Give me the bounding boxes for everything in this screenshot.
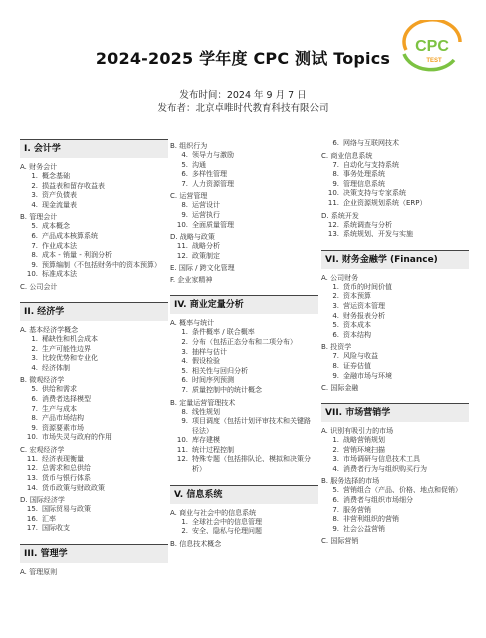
topic-item bbox=[20, 191, 168, 201]
topic-label: 全面质量管理 bbox=[192, 220, 234, 229]
topic-item bbox=[321, 189, 469, 199]
topic-label: 货币政策与财政政策 bbox=[42, 483, 105, 492]
topic-number: 8. bbox=[181, 201, 188, 210]
topic-label: 假设检验 bbox=[192, 357, 220, 366]
topic-item bbox=[170, 201, 318, 211]
topic-number: 7. bbox=[332, 160, 339, 169]
topic-number: 6. bbox=[332, 139, 339, 147]
topic-label: 资本预算 bbox=[343, 292, 371, 301]
topic-number: 1. bbox=[332, 282, 339, 291]
topic-label: 作业成本法 bbox=[42, 241, 77, 250]
topic-item bbox=[321, 515, 469, 525]
topic-group: A. 财务会计 bbox=[20, 163, 58, 171]
column-left bbox=[20, 139, 168, 577]
topic-number: 14. bbox=[26, 483, 38, 492]
topic-item bbox=[20, 345, 168, 355]
topic-label: 生产可能性边界 bbox=[42, 344, 91, 353]
topic-number: 9. bbox=[332, 524, 339, 533]
topic-label: 条件概率 / 联合概率 bbox=[192, 328, 255, 337]
section-spacer bbox=[20, 292, 168, 302]
topic-number: 11. bbox=[327, 198, 339, 207]
topic-number: 9. bbox=[181, 417, 188, 426]
topic-number: 2. bbox=[181, 527, 188, 536]
topic-label: 供给和需求 bbox=[42, 385, 77, 394]
logo-subtext: TEST bbox=[426, 58, 442, 64]
topic-label: 运营执行 bbox=[192, 210, 220, 219]
topic-number: 4. bbox=[31, 200, 38, 209]
topic-label: 国际贸易与政策 bbox=[42, 505, 91, 514]
topic-group: A. 概率与统计 bbox=[170, 319, 215, 328]
topic-group: A. 基本经济学概念 bbox=[20, 325, 79, 334]
topic-label: 风险与收益 bbox=[343, 352, 378, 361]
topic-item bbox=[20, 395, 168, 405]
topic-item bbox=[170, 252, 318, 262]
topic-item bbox=[321, 455, 469, 465]
topic-group: B. 服务选择的市场 bbox=[321, 477, 380, 486]
topic-number: 13. bbox=[327, 230, 339, 239]
cpc-test-logo bbox=[398, 20, 466, 72]
topic-item bbox=[321, 525, 469, 535]
topic-number: 3. bbox=[31, 191, 38, 200]
topic-item bbox=[170, 170, 318, 180]
topic-group: C. 宏观经济学 bbox=[20, 445, 65, 454]
topic-number: 10. bbox=[26, 433, 38, 442]
topic-item bbox=[170, 417, 318, 436]
topic-label: 营运资本管理 bbox=[343, 301, 385, 310]
topic-label: 全球社会中的信息管理 bbox=[192, 517, 262, 526]
topic-number: 8. bbox=[181, 407, 188, 416]
topic-number: 1. bbox=[31, 172, 38, 180]
topic-number: 17. bbox=[26, 524, 38, 533]
topic-number: 5. bbox=[181, 366, 188, 375]
topic-label: 比较优势和专业化 bbox=[42, 354, 98, 363]
topic-number: 2. bbox=[332, 292, 339, 301]
section-spacer bbox=[321, 240, 469, 250]
topic-item bbox=[170, 180, 318, 190]
topic-group: B. 管理会计 bbox=[20, 213, 58, 222]
topic-item bbox=[20, 424, 168, 434]
topic-item bbox=[170, 367, 318, 377]
topic-number: 9. bbox=[31, 423, 38, 432]
section-heading: V. 信息系统 bbox=[170, 485, 318, 504]
topic-group: C. 商业信息系统 bbox=[321, 151, 373, 160]
topic-number: 6. bbox=[332, 330, 339, 339]
topic-number: 5. bbox=[31, 222, 38, 231]
section-heading: III. 管理学 bbox=[20, 544, 168, 563]
topic-number: 6. bbox=[31, 231, 38, 240]
topic-number: 5. bbox=[332, 321, 339, 330]
topic-item bbox=[170, 348, 318, 358]
topic-label: 国际收支 bbox=[42, 524, 70, 533]
topic-item bbox=[321, 199, 469, 209]
topic-item bbox=[321, 506, 469, 516]
topic-number: 9. bbox=[31, 260, 38, 269]
topic-item bbox=[170, 357, 318, 367]
topic-label: 事务处理系统 bbox=[343, 170, 385, 179]
topic-item bbox=[20, 385, 168, 395]
topic-number: 4. bbox=[31, 363, 38, 372]
topic-group: D. 战略与政策 bbox=[170, 233, 215, 242]
topic-number: 11. bbox=[176, 445, 188, 454]
topic-label: 财务报表分析 bbox=[343, 311, 385, 320]
topic-number: 1. bbox=[31, 334, 38, 343]
topic-group: B. 信息技术概念 bbox=[170, 539, 222, 548]
topic-number: 5. bbox=[31, 385, 38, 394]
topic-label: 人力资源管理 bbox=[192, 179, 234, 188]
topic-label: 总需求和总供给 bbox=[42, 464, 91, 473]
topic-number: 10. bbox=[176, 436, 188, 445]
topic-number: 11. bbox=[26, 454, 38, 463]
topic-item bbox=[20, 515, 168, 525]
topic-label: 金融市场与环境 bbox=[343, 371, 392, 380]
topic-label: 项目调度（包括计划评审技术和关键路径法） bbox=[192, 417, 311, 435]
topic-label: 领导力与激励 bbox=[192, 151, 234, 159]
topic-number: 5. bbox=[332, 486, 339, 495]
topic-item bbox=[20, 464, 168, 474]
topic-number: 7. bbox=[332, 505, 339, 514]
topic-label: 产品成本核算系统 bbox=[42, 231, 98, 240]
topic-label: 标准成本法 bbox=[42, 270, 77, 279]
topic-item bbox=[20, 335, 168, 345]
topic-label: 非营利组织的营销 bbox=[343, 515, 399, 524]
topic-item bbox=[20, 172, 168, 182]
topic-label: 货币与银行体系 bbox=[42, 474, 91, 483]
topic-label: 多样性管理 bbox=[192, 170, 227, 179]
topic-item bbox=[321, 312, 469, 322]
topic-item bbox=[20, 270, 168, 280]
topic-label: 分布（包括正态分布和二项分布） bbox=[192, 337, 297, 346]
topic-item bbox=[321, 372, 469, 382]
topic-label: 概念基础 bbox=[42, 172, 70, 180]
publisher: 发布者：北京卓唯时代教育科技有限公司 bbox=[157, 103, 329, 114]
topic-number: 4. bbox=[332, 311, 339, 320]
topic-number: 2. bbox=[181, 337, 188, 346]
topic-item bbox=[20, 364, 168, 374]
topic-label: 生产与成本 bbox=[42, 404, 77, 413]
topic-label: 相关性与回归分析 bbox=[192, 366, 248, 375]
topic-item bbox=[170, 386, 318, 396]
topic-label: 市场调研与信息技术工具 bbox=[343, 455, 420, 464]
topic-item bbox=[20, 201, 168, 211]
topic-label: 决策支持与专家系统 bbox=[343, 189, 406, 198]
topic-number: 12. bbox=[26, 464, 38, 473]
topic-label: 现金流量表 bbox=[42, 200, 77, 209]
topic-label: 资本结构 bbox=[343, 330, 371, 339]
topic-number: 12. bbox=[176, 251, 188, 260]
topic-item bbox=[321, 496, 469, 506]
topic-item bbox=[321, 321, 469, 331]
topic-number: 11. bbox=[176, 242, 188, 251]
topic-number: 1. bbox=[181, 328, 188, 337]
topic-item bbox=[20, 484, 168, 494]
topic-number: 6. bbox=[181, 170, 188, 179]
topic-item bbox=[321, 170, 469, 180]
topic-label: 货币的时间价值 bbox=[343, 282, 392, 291]
topic-item bbox=[321, 446, 469, 456]
topic-group: C. 国际金融 bbox=[321, 384, 359, 393]
topic-number: 4. bbox=[181, 357, 188, 366]
topic-item bbox=[20, 505, 168, 515]
topic-item bbox=[170, 161, 318, 171]
topic-item bbox=[321, 362, 469, 372]
topic-label: 产品市场结构 bbox=[42, 414, 84, 423]
topic-item bbox=[170, 221, 318, 231]
topic-label: 安全、隐私与伦理问题 bbox=[192, 527, 262, 536]
topic-group: C. 运营管理 bbox=[170, 192, 208, 201]
topic-item bbox=[20, 232, 168, 242]
topic-number: 2. bbox=[332, 445, 339, 454]
topic-number: 10. bbox=[26, 270, 38, 279]
topic-item bbox=[321, 292, 469, 302]
topic-number: 3. bbox=[332, 455, 339, 464]
topic-label: 时间序列预测 bbox=[192, 376, 234, 385]
topic-group: B. 组织行为 bbox=[170, 142, 208, 150]
section-spacer bbox=[170, 475, 318, 485]
topic-label: 成本 - 销量 - 利润分析 bbox=[42, 251, 112, 260]
topic-item bbox=[170, 211, 318, 221]
topic-label: 特殊专题（包括排队论、模拟和决策分析） bbox=[192, 455, 311, 474]
topic-item bbox=[20, 182, 168, 192]
topic-item bbox=[321, 221, 469, 231]
topic-number: 9. bbox=[332, 371, 339, 380]
section-spacer bbox=[170, 285, 318, 295]
section-heading: VI. 财务金融学 (Finance) bbox=[321, 250, 469, 269]
topic-number: 4. bbox=[332, 464, 339, 473]
topic-item bbox=[20, 261, 168, 271]
topic-label: 库存建模 bbox=[192, 436, 220, 445]
topic-group: E. 国际 / 跨文化管理 bbox=[170, 264, 235, 273]
topic-item bbox=[20, 222, 168, 232]
topic-item bbox=[20, 524, 168, 534]
topic-group: A. 公司财务 bbox=[321, 273, 359, 282]
topic-item bbox=[321, 283, 469, 293]
topic-label: 营销组合（产品、价格、地点和促销） bbox=[343, 486, 462, 495]
topic-number: 4. bbox=[181, 151, 188, 159]
topic-label: 服务营销 bbox=[343, 505, 371, 514]
topic-item bbox=[170, 518, 318, 528]
topic-group: B. 投资学 bbox=[321, 343, 352, 352]
topic-item bbox=[20, 474, 168, 484]
topic-group: B. 微观经济学 bbox=[20, 376, 65, 385]
topic-label: 稀缺性和机会成本 bbox=[42, 334, 98, 343]
topic-number: 9. bbox=[181, 210, 188, 219]
topic-label: 质量控制中的统计概念 bbox=[192, 385, 262, 394]
topic-number: 2. bbox=[31, 181, 38, 190]
topic-label: 营销环境扫描 bbox=[343, 445, 385, 454]
topic-number: 12. bbox=[327, 220, 339, 229]
topic-label: 管理信息系统 bbox=[343, 179, 385, 188]
topic-label: 资源要素市场 bbox=[42, 423, 84, 432]
topic-number: 12. bbox=[176, 455, 188, 464]
topic-label: 政策制定 bbox=[192, 251, 220, 260]
topic-number: 7. bbox=[181, 385, 188, 394]
topic-item bbox=[170, 242, 318, 252]
topic-group: A. 商业与社会中的信息系统 bbox=[170, 508, 257, 517]
topic-label: 网络与互联网技术 bbox=[343, 139, 399, 147]
topic-number: 13. bbox=[26, 474, 38, 483]
topic-item bbox=[321, 302, 469, 312]
topic-item bbox=[321, 486, 469, 496]
topic-item bbox=[20, 251, 168, 261]
topic-group: C. 国际营销 bbox=[321, 537, 359, 546]
topic-item bbox=[321, 161, 469, 171]
topic-item bbox=[170, 151, 318, 161]
logo-text: CPC bbox=[415, 38, 449, 55]
topic-group: D. 国际经济学 bbox=[20, 496, 65, 505]
topic-item bbox=[321, 180, 469, 190]
topic-item bbox=[20, 242, 168, 252]
topic-item bbox=[170, 376, 318, 386]
topic-number: 7. bbox=[332, 352, 339, 361]
topic-number: 8. bbox=[31, 251, 38, 260]
topic-number: 3. bbox=[332, 301, 339, 310]
topic-label: 系统调查与分析 bbox=[343, 220, 392, 229]
topic-number: 16. bbox=[26, 514, 38, 523]
topic-group: C. 公司会计 bbox=[20, 282, 58, 291]
topic-number: 5. bbox=[181, 160, 188, 169]
topic-number: 8. bbox=[332, 515, 339, 524]
topic-label: 市场失灵与政府的作用 bbox=[42, 433, 112, 442]
topic-label: 汇率 bbox=[42, 514, 56, 523]
publish-date: 发布时间：2024 年 9 月 7 日 bbox=[179, 90, 307, 101]
topic-item bbox=[170, 338, 318, 348]
topic-item bbox=[321, 436, 469, 446]
topic-group: A. 识别有吸引力的市场 bbox=[321, 427, 394, 436]
topic-label: 消费者选择模型 bbox=[42, 394, 91, 403]
topic-number: 8. bbox=[332, 361, 339, 370]
topic-group: D. 系统开发 bbox=[321, 211, 359, 220]
topic-item bbox=[20, 414, 168, 424]
topic-label: 系统规划、开发与实施 bbox=[343, 230, 413, 239]
topic-group: A. 管理原则 bbox=[20, 568, 58, 577]
topic-number: 1. bbox=[332, 436, 339, 445]
topic-label: 资本成本 bbox=[343, 321, 371, 330]
section-heading: VII. 市场营销学 bbox=[321, 403, 469, 422]
topic-label: 统计过程控制 bbox=[192, 445, 234, 454]
topic-number: 6. bbox=[332, 496, 339, 505]
topic-label: 成本概念 bbox=[42, 222, 70, 231]
topic-number: 3. bbox=[31, 354, 38, 363]
topic-number: 9. bbox=[332, 179, 339, 188]
topic-item bbox=[321, 465, 469, 475]
topic-number: 1. bbox=[181, 517, 188, 526]
topic-item bbox=[321, 331, 469, 341]
topic-group: B. 定量运营管理技术 bbox=[170, 398, 236, 407]
topic-item bbox=[20, 433, 168, 443]
column-middle bbox=[170, 139, 318, 549]
topic-item bbox=[170, 436, 318, 446]
topic-label: 运营设计 bbox=[192, 201, 220, 210]
topic-label: 沟通 bbox=[192, 160, 206, 169]
section-heading: II. 经济学 bbox=[20, 302, 168, 321]
topic-item bbox=[321, 352, 469, 362]
section-spacer bbox=[20, 534, 168, 544]
topic-item bbox=[170, 328, 318, 338]
column-right bbox=[321, 139, 469, 546]
topic-number: 8. bbox=[332, 170, 339, 179]
topic-number: 7. bbox=[181, 179, 188, 188]
topic-label: 经济表现衡量 bbox=[42, 454, 84, 463]
topic-label: 消费者行为与组织购买行为 bbox=[343, 464, 427, 473]
topic-label: 线性规划 bbox=[192, 407, 220, 416]
topic-group: F. 企业家精神 bbox=[170, 276, 213, 285]
topic-label: 资产负债表 bbox=[42, 191, 77, 200]
topic-label: 消费者与组织市场细分 bbox=[343, 496, 413, 505]
topic-label: 损益表和留存收益表 bbox=[42, 181, 105, 190]
topic-label: 社会公益营销 bbox=[343, 524, 385, 533]
topic-number: 10. bbox=[327, 189, 339, 198]
topic-number: 6. bbox=[31, 394, 38, 403]
topic-number: 3. bbox=[181, 347, 188, 356]
topic-number: 8. bbox=[31, 414, 38, 423]
topic-item bbox=[20, 405, 168, 415]
topic-label: 证券估值 bbox=[343, 361, 371, 370]
topic-number: 7. bbox=[31, 404, 38, 413]
topic-number: 2. bbox=[31, 344, 38, 353]
topic-label: 抽样与估计 bbox=[192, 347, 227, 356]
section-heading: IV. 商业定量分析 bbox=[170, 295, 318, 314]
topic-item bbox=[321, 139, 469, 149]
topic-number: 7. bbox=[31, 241, 38, 250]
topic-label: 企业资源规划系统（ERP） bbox=[343, 198, 427, 207]
topic-item bbox=[20, 354, 168, 364]
topic-label: 经济体制 bbox=[42, 363, 70, 372]
topic-item bbox=[170, 408, 318, 418]
section-heading: I. 会计学 bbox=[20, 139, 168, 158]
topic-number: 10. bbox=[176, 220, 188, 229]
topic-item bbox=[170, 455, 318, 474]
page-title: 2024-2025 学年度 CPC 测试 Topics bbox=[95, 49, 391, 68]
topic-number: 15. bbox=[26, 505, 38, 514]
topic-label: 战略分析 bbox=[192, 242, 220, 251]
topic-label: 自动化与支持系统 bbox=[343, 160, 399, 169]
topic-item bbox=[321, 230, 469, 240]
topic-label: 预算编制（不包括财务中的资本预算） bbox=[42, 260, 161, 269]
topic-number: 6. bbox=[181, 376, 188, 385]
section-spacer bbox=[321, 393, 469, 403]
topic-item bbox=[170, 527, 318, 537]
topic-label: 战略营销规划 bbox=[343, 436, 385, 445]
